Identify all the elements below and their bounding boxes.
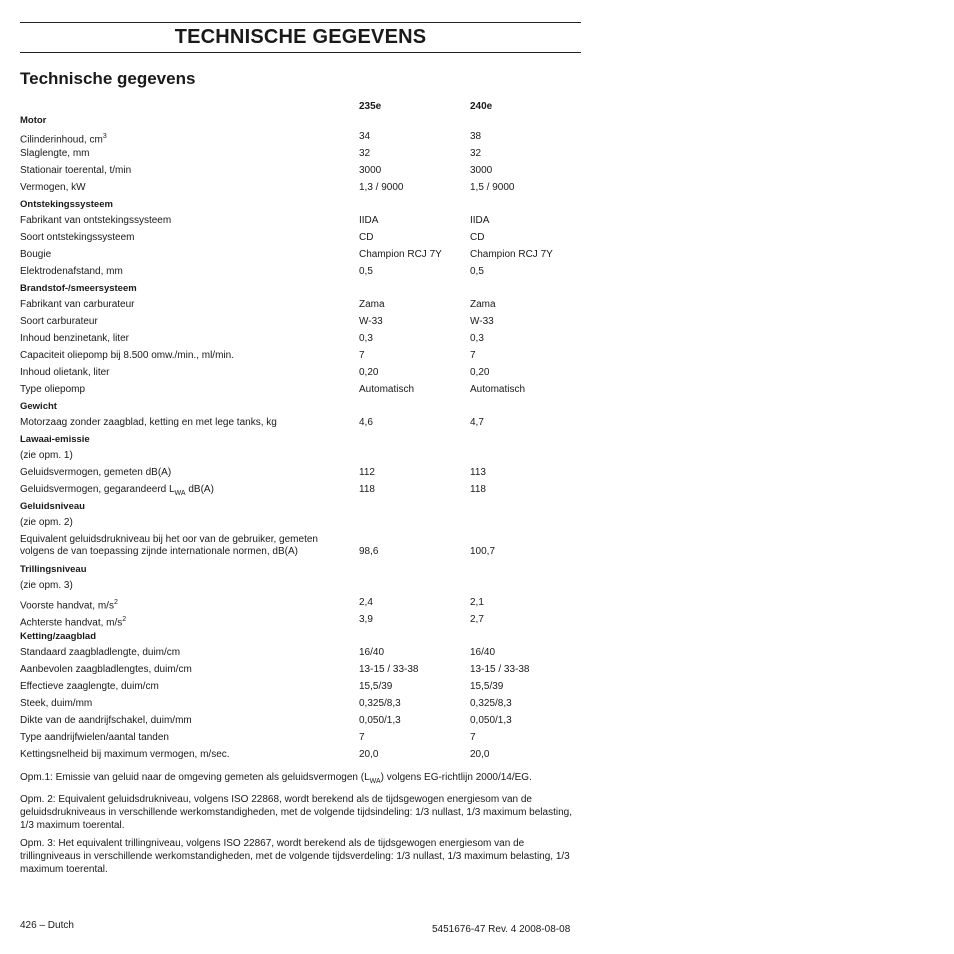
table-group-header [20,564,581,580]
value-240e: 113 [470,467,486,478]
row-label: Ontstekingssysteem [20,199,113,210]
value-240e: 3000 [470,165,493,176]
value-235e: 0,5 [359,266,373,277]
value-240e: 0,050/1,3 [470,715,512,726]
row-label: Geluidsniveau [20,501,85,512]
value-235e: 7 [359,732,365,743]
value-240e: 15,5/39 [470,681,504,692]
row-label: Trillingsniveau [20,564,87,575]
table-row [20,165,581,182]
value-235e: 3000 [359,165,382,176]
row-label: Capaciteit oliepomp bij 8.500 omw./min., ml/min. [20,350,234,361]
value-235e: 0,3 [359,333,373,344]
table-row [20,232,581,249]
table-group-header [20,283,581,299]
row-label: Equivalent geluidsdrukniveau bij het oor van de gebruiker, gemeten volgens de van toepassing zijnde internationale normen, dB(A) [20,534,318,557]
table-row [20,299,581,316]
value-235e: CD [359,232,374,243]
value-235e: 20,0 [359,749,379,760]
row-label: Motor [20,115,47,126]
value-240e: 32 [470,148,482,159]
value-240e: 0,3 [470,333,484,344]
value-240e: 118 [470,484,486,495]
table-row [20,681,581,698]
value-235e: 0,20 [359,367,379,378]
row-label: Kettingsnelheid bij maximum vermogen, m/sec. [20,749,230,760]
value-240e: 1,5 / 9000 [470,182,515,193]
row-label: Type oliepomp [20,384,86,395]
section-title: Technische gegevens [20,69,196,88]
value-240e: 7 [470,732,476,743]
table-group-header [20,501,581,517]
row-label: Steek, duim/mm [20,698,93,709]
table-row [20,732,581,749]
page-title: TECHNISCHE GEGEVENS [174,26,427,48]
value-240e: 38 [470,131,482,142]
value-240e: CD [470,232,485,243]
note-3: Opm. 3: Het equivalent trillingniveau, volgens ISO 22867, wordt berekend als de tijdsgewogen energiesom van de trillingniveaus in verschillende werkomstandigheden, met de volgende tijdsverdeling: 1/3 nullast, 1/3 maximum belasting, 1/3 maximum toerental. [20,838,570,875]
value-235e: 4,6 [359,417,373,428]
value-240e: IIDA [470,215,490,226]
value-240e: 4,7 [470,417,484,428]
row-label: Elektrodenafstand, mm [20,266,123,277]
value-240e: Automatisch [470,384,526,395]
row-label: Ketting/zaagblad [20,631,97,642]
value-235e: 13-15 / 33-38 [359,664,419,675]
table-row [20,316,581,333]
value-235e: 15,5/39 [359,681,393,692]
row-label: Geluidsvermogen, gegarandeerd $L_{WA}$ dB(A) [20,484,214,497]
value-240e: 0,325/8,3 [470,698,512,709]
table-row [20,534,581,564]
row-label: (zie opm. 2) [20,517,73,528]
table-group-header [20,631,581,647]
value-240e: 0,5 [470,266,484,277]
value-235e: 1,3 / 9000 [359,182,404,193]
value-235e: Automatisch [359,384,415,395]
row-label: Vermogen, kW [20,182,86,193]
value-235e: 112 [359,467,375,478]
row-label: Brandstof-/smeersysteem [20,283,137,294]
row-label: Soort ontstekingssysteem [20,232,135,243]
table-row [20,484,581,501]
table-row [20,249,581,266]
table-row [20,266,581,283]
note-1: Opm.1: Emissie van geluid naar de omgeving gemeten als geluidsvermogen $(L_{WA})$ volgens EG-richtlijn 2000/14/EG. [20,772,532,785]
value-235e: 0,050/1,3 [359,715,401,726]
column-header-240e: 240e [470,101,493,112]
row-label: Effectieve zaaglengte, duim/cm [20,681,159,692]
value-235e: 16/40 [359,647,385,658]
row-label: Soort carburateur [20,316,98,327]
table-row [20,215,581,232]
header-rule-bottom [20,52,581,53]
value-235e: Champion RCJ 7Y [359,249,442,260]
row-label: Lawaai-emissie [20,434,90,445]
value-235e: 0,325/8,3 [359,698,401,709]
table-group-header [20,401,581,417]
page-number: 426 – Dutch [20,920,74,931]
table-row [20,647,581,664]
table-row [20,450,581,467]
value-235e: Zama [359,299,385,310]
value-235e: 2,4 [359,597,373,608]
notes [20,771,582,881]
row-label: Fabrikant van ontstekingssysteem [20,215,172,226]
table-row [20,698,581,715]
table-row [20,664,581,681]
row-label: Inhoud olietank, liter [20,367,110,378]
value-240e: W-33 [470,316,494,327]
column-header-235e: 235e [359,101,382,112]
value-235e: 7 [359,350,365,361]
value-240e: 0,20 [470,367,490,378]
row-label: Aanbevolen zaagbladlengtes, duim/cm [20,664,192,675]
spec-table [20,115,581,766]
table-row [20,614,581,631]
value-235e: 32 [359,148,371,159]
table-group-header [20,199,581,215]
row-label: (zie opm. 3) [20,580,73,591]
value-240e: 100,7 [470,546,496,557]
table-group-header [20,434,581,450]
table-row [20,715,581,732]
table-row [20,749,581,766]
value-235e: 98,6 [359,546,379,557]
row-label: (zie opm. 1) [20,450,73,461]
header-rule-top [20,22,581,23]
value-235e: IIDA [359,215,379,226]
value-240e: Champion RCJ 7Y [470,249,553,260]
value-240e: 20,0 [470,749,490,760]
value-235e: 3,9 [359,614,373,625]
row-label: Inhoud benzinetank, liter [20,333,129,344]
row-label: Motorzaag zonder zaagblad, ketting en met lege tanks, kg [20,417,277,428]
value-240e: 7 [470,350,476,361]
value-235e: 34 [359,131,371,142]
document-reference: 5451676-47 Rev. 4 2008-08-08 [432,924,571,935]
table-row [20,148,581,165]
row-label: Voorste handvat, $m/s^2$ [20,599,118,612]
table-row [20,467,581,484]
row-label: Standaard zaagbladlengte, duim/cm [20,647,181,658]
table-row [20,597,581,614]
row-label: Gewicht [20,401,57,412]
value-240e: Zama [470,299,496,310]
table-row [20,333,581,350]
table-row [20,384,581,401]
row-label: Bougie [20,249,52,260]
table-row [20,367,581,384]
row-label: Geluidsvermogen, gemeten dB(A) [20,467,172,478]
table-row [20,182,581,199]
note-2: Opm. 2: Equivalent geluidsdrukniveau, volgens ISO 22868, wordt berekend als de tijdsgewogen energiesom van de geluidsdrukniveaus in verschillende werkomstandigheden, met de volgende tijdsindeling: 1/3 nullast, 1/3 maximum belasting, 1/3 maximum toerental. [20,794,572,831]
value-240e: 13-15 / 33-38 [470,664,530,675]
value-240e: 16/40 [470,647,496,658]
value-240e: 2,1 [470,597,484,608]
table-row [20,417,581,434]
row-label: Type aandrijfwielen/aantal tanden [20,732,169,743]
row-label: Achterste handvat, $m/s^2$ [20,616,127,629]
table-row [20,350,581,367]
table-group-header [20,115,581,131]
value-235e: 118 [359,484,375,495]
row-label: Cilinderinhoud, $cm^3$ [20,133,107,146]
table-row [20,580,581,597]
row-label: Fabrikant van carburateur [20,299,135,310]
row-label: Slaglengte, mm [20,148,90,159]
value-235e: W-33 [359,316,383,327]
table-row [20,131,581,148]
row-label: Stationair toerental, t/min [20,165,132,176]
value-240e: 2,7 [470,614,484,625]
row-label: Dikte van de aandrijfschakel, duim/mm [20,715,192,726]
table-row [20,517,581,534]
